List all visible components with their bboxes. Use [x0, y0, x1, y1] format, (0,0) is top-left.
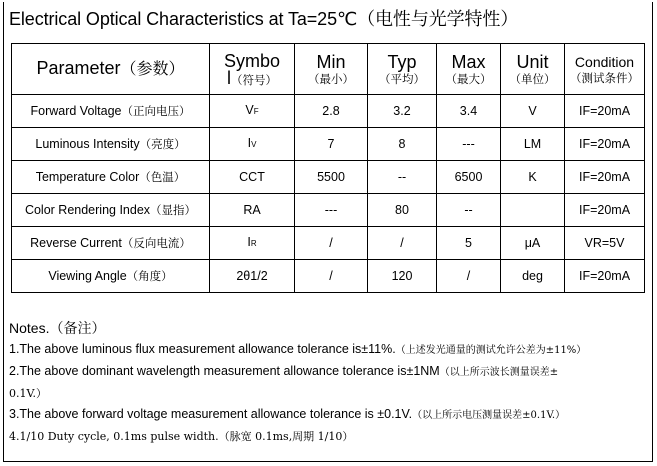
header-parameter [12, 44, 210, 95]
param-en: Forward Voltage [30, 104, 122, 118]
symbol-sub: V [251, 140, 257, 149]
typ-cell: 120 [368, 260, 437, 293]
unit-cell: deg [501, 260, 565, 293]
note-1-cn: （上述发光通量的测试允许公差为±11%） [395, 344, 587, 356]
symbol-main: V [245, 103, 254, 117]
param-en: Luminous Intensity [35, 137, 140, 151]
param-cell [12, 128, 210, 161]
param-en: Viewing Angle [48, 269, 127, 283]
param-en: Color Rendering Index [24, 203, 151, 217]
table-row [12, 128, 645, 161]
header-row [12, 44, 645, 95]
page-title: Electrical Optical Characteristics at Ta=25℃（电性与光学特性） [9, 9, 519, 29]
header-max [437, 44, 501, 95]
header-parameter-cn: （参数） [120, 59, 185, 78]
notes-section [9, 318, 649, 447]
param-cell [12, 260, 210, 293]
min-cell: 5500 [295, 161, 368, 194]
param-cell [12, 194, 210, 227]
note-1 [9, 339, 649, 362]
max-cell: 6500 [437, 161, 501, 194]
param-cell [12, 227, 210, 260]
note-1-en: 1.The above luminous flux measurement allowance tolerance is±11%. [9, 341, 396, 356]
symbol-cell [210, 194, 295, 227]
param-cell [12, 161, 210, 194]
symbol-main: CCT [239, 170, 265, 184]
unit-cell: V [501, 95, 565, 128]
characteristics-table [11, 43, 645, 293]
min-cell: 7 [295, 128, 368, 161]
max-cell: 3.4 [437, 95, 501, 128]
condition-cell: IF=20mA [565, 161, 645, 194]
notes-title: Notes.（备注） [9, 320, 106, 336]
symbol-main: 2θ1/2 [236, 269, 268, 283]
unit-cell: K [501, 161, 565, 194]
max-cell: 5 [437, 227, 501, 260]
condition-cell: IF=20mA [565, 260, 645, 293]
param-cell [12, 95, 210, 128]
symbol-cell [210, 128, 295, 161]
symbol-sub: F [253, 107, 259, 116]
min-cell: 2.8 [295, 95, 368, 128]
header-symbol [210, 44, 295, 95]
unit-cell [501, 194, 565, 227]
unit-cell: LM [501, 128, 565, 161]
max-cell: / [437, 260, 501, 293]
header-min [295, 44, 368, 95]
symbol-cell [210, 161, 295, 194]
unit-cell: μA [501, 227, 565, 260]
condition-cell: IF=20mA [565, 194, 645, 227]
typ-cell: 3.2 [368, 95, 437, 128]
header-min-cn: （最小） [308, 72, 354, 86]
note-3-en: 3.The above forward voltage measurement allowance tolerance is ±0.1V. [9, 407, 413, 421]
symbol-cell [210, 95, 295, 128]
note-2-continued: 0.1V.） [9, 386, 48, 400]
table-row [12, 95, 645, 128]
param-cn: （色温） [139, 170, 186, 184]
note-3 [9, 404, 649, 427]
condition-cell: VR=5V [565, 227, 645, 260]
header-parameter-en: Parameter [36, 58, 121, 78]
header-unit-cn: （单位） [509, 72, 556, 86]
table-row [12, 260, 645, 293]
symbol-main: I [247, 235, 251, 249]
header-max-en: Max [451, 52, 486, 72]
symbol-main: RA [243, 203, 261, 217]
header-typ [368, 44, 437, 95]
condition-cell: IF=20mA [565, 95, 645, 128]
typ-cell: / [368, 227, 437, 260]
typ-cell: 80 [368, 194, 437, 227]
param-cn: （正向电压） [121, 104, 191, 118]
note-4: 4.1/10 Duty cycle, 0.1ms pulse width.（脉宽 0.1ms,周期 1/10） [9, 429, 354, 443]
header-symbol-en-1: Symbo [223, 51, 281, 71]
note-2-en: 2.The above dominant wavelength measurement allowance tolerance is±1NM [9, 364, 440, 378]
symbol-cell [210, 227, 295, 260]
table-row [12, 161, 645, 194]
typ-cell: -- [368, 161, 437, 194]
header-min-en: Min [316, 52, 346, 72]
param-cn: （角度） [126, 269, 173, 283]
table-row [12, 227, 645, 260]
symbol-main: I [247, 136, 252, 150]
note-2-cn: （以上所示波长测量误差± [439, 367, 559, 378]
symbol-sub: R [250, 239, 257, 248]
header-unit [501, 44, 565, 95]
header-symbol-cn: （符号） [231, 73, 277, 87]
header-max-cn: （最大） [445, 72, 492, 86]
max-cell: --- [437, 128, 501, 161]
note-2 [9, 361, 649, 384]
param-en: Temperature Color [35, 170, 140, 184]
param-cn: （反向电流） [121, 236, 191, 250]
param-cn: （亮度） [139, 137, 186, 151]
header-typ-en: Typ [387, 52, 417, 72]
header-unit-en: Unit [516, 52, 549, 72]
note-3-cn: （以上所示电压测量误差±0.1V.） [412, 410, 566, 421]
header-condition-cn: （测试条件） [570, 70, 639, 85]
condition-cell: IF=20mA [565, 128, 645, 161]
header-condition-en: Condition [574, 53, 635, 70]
symbol-cell [210, 260, 295, 293]
min-cell: --- [295, 194, 368, 227]
param-cn: （显指） [150, 203, 197, 217]
header-typ-cn: （平均） [379, 72, 425, 86]
min-cell: / [295, 260, 368, 293]
header-condition [565, 44, 645, 95]
typ-cell: 8 [368, 128, 437, 161]
param-en: Reverse Current [30, 236, 122, 250]
max-cell: -- [437, 194, 501, 227]
table-row [12, 194, 645, 227]
header-symbol-en-2: l [227, 68, 231, 88]
min-cell: / [295, 227, 368, 260]
